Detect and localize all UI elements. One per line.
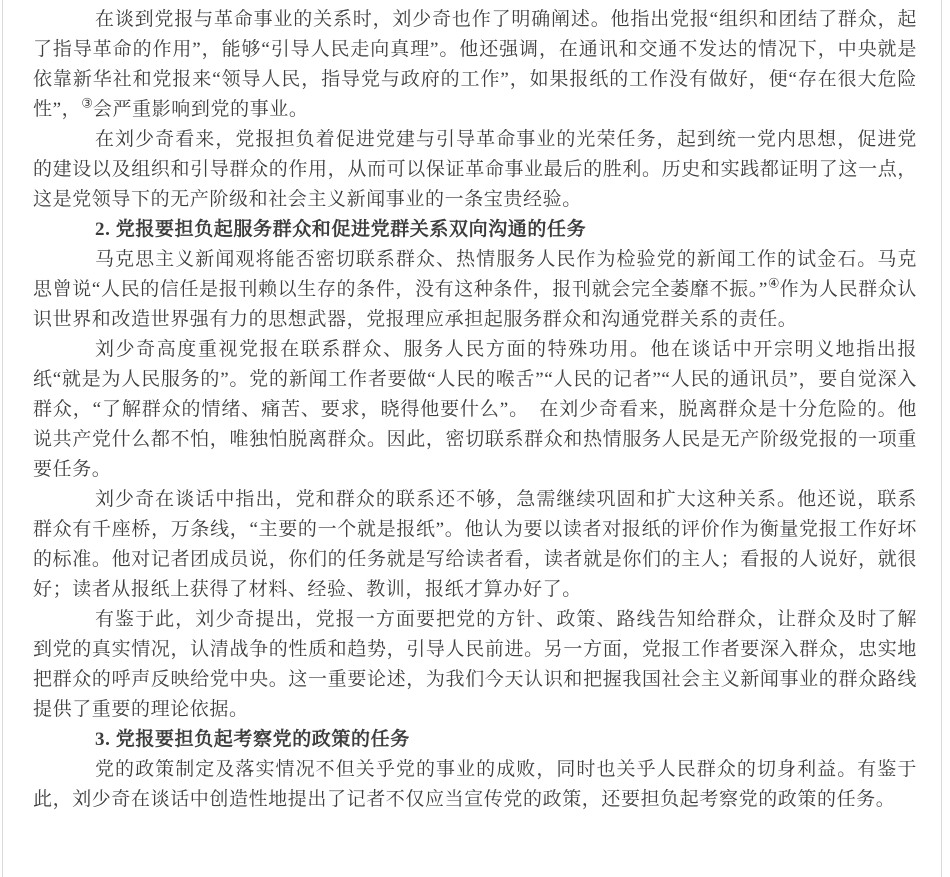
document-page [33, 5, 917, 815]
body-paragraph: 有鉴于此，刘少奇提出，党报一方面要把党的方针、政策、路线告知给群众，让群众及时了解到党的真实情况，认清战争的性质和趋势，引导人民前进。另一方面，党报工作者要深入群众，忠实地把群众的呼声反映给党中央。这一重要论述，为我们今天认识和把握我国社会主义新闻事业的群众路线提供了重要的理论依据。 [33, 609, 917, 720]
page-left-edge [2, 0, 3, 877]
body-paragraph: 刘少奇在谈话中指出，党和群众的联系还不够，急需继续巩固和扩大这种关系。他还说，联系群众有千座桥，万条线，“主要的一个就是报纸”。他认为要以读者对报纸的评价作为衡量党报工作好坏的标准。他对记者团成员说，你们的任务就是写给读者看，读者就是你们的主人；看报的人说好，就很好；读者从报纸上获得了材料、经验、教训，报纸才算办好了。 [33, 489, 917, 600]
footnote-marker: ④ [767, 275, 780, 291]
body-paragraph: 马克思主义新闻观将能否密切联系群众、热情服务人民作为检验党的新闻工作的试金石。马克思曾说“人民的信任是报刊赖以生存的条件，没有这种条件，报刊就会完全萎靡不振。”④作为人民群众认识世界和改造世界强有力的思想武器，党报理应承担起服务群众和沟通党群关系的责任。 [33, 249, 917, 330]
body-paragraph: 在谈到党报与革命事业的关系时，刘少奇也作了明确阐述。他指出党报“组织和团结了群众，起了指导革命的作用”，能够“引导人民走向真理”。他还强调，在通讯和交通不发达的情况下，中央就是依靠新华社和党报来“领导人民，指导党与政府的工作”，如果报纸的工作没有做好，便“存在很大危险性”，③会严重影响到党的事业。 [33, 9, 917, 120]
section-heading: 3. 党报要担负起考察党的政策的任务 [95, 729, 410, 750]
body-paragraph: 刘少奇高度重视党报在联系群众、服务人民方面的特殊功用。他在谈话中开宗明义地指出报纸“就是为人民服务的”。党的新闻工作者要做“人民的喉舌”“人民的记者”“人民的通讯员”，要自觉深入群众，“了解群众的情绪、痛苦、要求，晓得他要什么”。 在刘少奇看来，脱离群众是十分危险的。他说共产党什么都不怕，唯独怕脱离群众。因此，密切联系群众和热情服务人民是无产阶级党报的一项重要任务。 [33, 339, 917, 480]
body-paragraph: 党的政策制定及落实情况不但关乎党的事业的成败，同时也关乎人民群众的切身利益。有鉴于此，刘少奇在谈话中创造性地提出了记者不仅应当宣传党的政策，还要担负起考察党的政策的任务。 [33, 759, 917, 810]
section-heading: 2. 党报要担负起服务群众和促进党群关系双向沟通的任务 [95, 219, 587, 240]
footnote-marker: ③ [81, 95, 93, 111]
page-right-edge [941, 0, 942, 877]
body-paragraph: 在刘少奇看来，党报担负着促进党建与引导革命事业的光荣任务，起到统一党内思想，促进党的建设以及组织和引导群众的作用，从而可以保证革命事业最后的胜利。历史和实践都证明了这一点，这是党领导下的无产阶级和社会主义新闻事业的一条宝贵经验。 [33, 129, 917, 210]
